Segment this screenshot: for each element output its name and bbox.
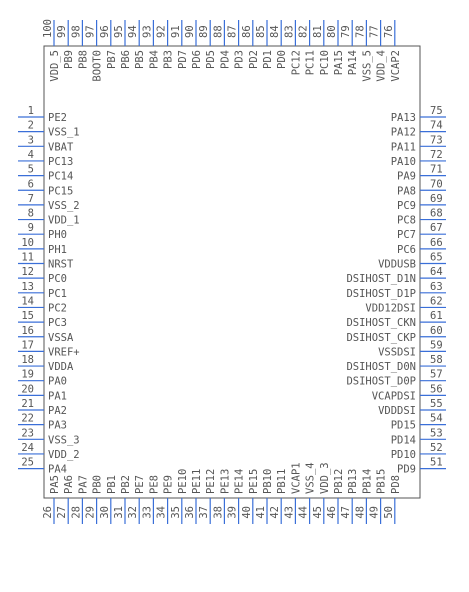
pin-number: 69 xyxy=(430,192,443,205)
pin-number: 66 xyxy=(430,236,443,249)
pin-name: PA15 xyxy=(333,50,345,76)
pin-number: 8 xyxy=(27,207,34,220)
pin-name: PB3 xyxy=(162,50,175,69)
pin-name: PE13 xyxy=(219,468,232,494)
pin-name: PD15 xyxy=(390,419,416,432)
pin-number: 93 xyxy=(141,25,154,38)
pin-name: PD7 xyxy=(176,50,189,69)
pin-name: PC0 xyxy=(48,273,67,286)
pin-number: 76 xyxy=(382,25,395,38)
pin-number: 61 xyxy=(430,310,443,323)
pin-name: NRST xyxy=(48,258,74,271)
pin-number: 48 xyxy=(354,506,367,519)
pin-number: 80 xyxy=(326,25,338,38)
pin-name: VBAT xyxy=(48,141,74,154)
pin-number: 60 xyxy=(430,324,443,337)
pin-number: 54 xyxy=(430,412,443,425)
pin-name: PB10 xyxy=(262,468,274,494)
pin-number: 85 xyxy=(255,25,267,38)
pin-name: PC11 xyxy=(304,50,317,76)
pin-name: PC6 xyxy=(397,243,416,256)
pin-name: VDDA xyxy=(48,361,74,374)
pin-name: PA6 xyxy=(63,475,76,494)
pin-number: 44 xyxy=(297,506,310,519)
pin-name: PC7 xyxy=(397,229,416,242)
pin-number: 34 xyxy=(155,506,168,519)
pin-name: VDD_5 xyxy=(49,50,61,82)
pin-number: 84 xyxy=(269,25,282,38)
pin-number: 41 xyxy=(255,506,267,519)
pin-number: 15 xyxy=(21,310,34,323)
pin-number: 27 xyxy=(56,506,69,519)
pin-name: VCAP2 xyxy=(389,50,402,82)
pin-number: 4 xyxy=(27,148,34,161)
pin-number: 92 xyxy=(155,25,168,38)
pin-name: PC10 xyxy=(318,50,331,76)
pin-name: DSIHOST_D0P xyxy=(346,375,416,388)
pin-number: 11 xyxy=(21,251,34,264)
pin-name: PB14 xyxy=(361,468,374,494)
pin-number: 18 xyxy=(21,354,34,367)
pin-name: VDD_3 xyxy=(318,462,331,494)
pin-number: 19 xyxy=(21,368,34,381)
pin-number: 77 xyxy=(368,25,381,38)
pin-number: 82 xyxy=(297,25,310,38)
pin-name: PD4 xyxy=(219,50,232,69)
pin-number: 59 xyxy=(430,339,443,352)
pin-number: 22 xyxy=(21,412,34,425)
pin-number: 21 xyxy=(21,398,34,410)
pin-name: VSS_4 xyxy=(304,462,317,494)
pin-name: PE10 xyxy=(176,468,189,494)
pin-number: 55 xyxy=(430,398,443,410)
pin-name: VSS_5 xyxy=(361,50,374,82)
pin-name: PB15 xyxy=(375,468,388,494)
pin-name: PC3 xyxy=(48,317,67,330)
pin-number: 37 xyxy=(198,506,211,519)
pin-name: PA4 xyxy=(48,463,67,476)
pin-number: 23 xyxy=(21,427,34,440)
pin-number: 12 xyxy=(21,266,34,279)
pin-name: VDDDSI xyxy=(378,405,416,417)
pin-name: PD1 xyxy=(262,50,274,69)
ic-body-outline xyxy=(44,46,420,498)
pin-name: VSSDSI xyxy=(378,346,416,359)
pin-name: PC2 xyxy=(48,302,67,315)
pin-number: 95 xyxy=(113,25,125,38)
pin-name: DSIHOST_CKN xyxy=(346,317,416,330)
pin-name: VDD12DSI xyxy=(365,302,416,315)
pin-name: PD10 xyxy=(390,448,416,461)
pins-layer xyxy=(18,19,446,524)
pin-name: VDD_2 xyxy=(48,448,80,461)
pin-number: 39 xyxy=(226,506,239,519)
pin-number: 29 xyxy=(84,506,97,519)
pin-name: PC14 xyxy=(48,170,74,183)
pin-number: 3 xyxy=(27,134,34,147)
pin-number: 2 xyxy=(27,119,34,132)
pin-name: PA12 xyxy=(390,126,416,139)
pin-name: PB0 xyxy=(91,475,104,494)
pin-name: PA11 xyxy=(390,141,416,154)
pin-number: 47 xyxy=(340,506,353,519)
pin-number: 57 xyxy=(430,368,443,381)
pin-number: 86 xyxy=(240,25,253,38)
pin-name: PC9 xyxy=(397,199,416,212)
pin-name: PB6 xyxy=(120,50,132,69)
pin-name: PB1 xyxy=(105,475,118,494)
pin-name: VSS_2 xyxy=(48,199,80,212)
pin-number: 31 xyxy=(113,506,125,519)
pin-number: 94 xyxy=(127,25,140,38)
pin-number: 26 xyxy=(42,506,54,519)
pin-number: 33 xyxy=(141,506,154,519)
pin-number: 81 xyxy=(311,25,324,38)
pin-number: 49 xyxy=(368,506,381,519)
pin-number: 5 xyxy=(27,163,34,176)
pin-number: 51 xyxy=(430,456,443,469)
pin-name: PA0 xyxy=(48,375,67,388)
pin-number: 67 xyxy=(430,222,443,235)
pin-number: 65 xyxy=(430,251,443,264)
pin-name: PB8 xyxy=(77,50,90,69)
pin-number: 9 xyxy=(27,222,34,235)
pin-name: PE11 xyxy=(191,468,203,494)
pin-number: 58 xyxy=(430,354,443,367)
pin-number: 91 xyxy=(169,25,182,38)
pin-name: PA10 xyxy=(390,155,416,168)
pin-number: 100 xyxy=(42,19,54,38)
pin-name: VCAPDSI xyxy=(371,390,416,403)
pin-name: PB9 xyxy=(63,50,76,69)
pin-name: VSS_3 xyxy=(48,434,80,447)
pin-name: PA1 xyxy=(48,390,67,403)
pin-name: PB4 xyxy=(148,50,161,69)
pin-number: 73 xyxy=(430,134,443,147)
pin-name: PD8 xyxy=(389,475,402,494)
pin-name: DSIHOST_CKP xyxy=(346,331,416,344)
pin-number: 14 xyxy=(21,295,34,308)
pin-name: PA13 xyxy=(390,112,416,124)
pin-number: 64 xyxy=(430,266,443,279)
pin-number: 99 xyxy=(56,25,69,38)
pin-number: 53 xyxy=(430,427,443,440)
pin-number: 32 xyxy=(127,506,140,519)
pin-name: PE2 xyxy=(48,112,67,124)
pin-number: 10 xyxy=(21,236,34,249)
pin-name: VDDUSB xyxy=(378,258,416,271)
pin-number: 90 xyxy=(184,25,196,38)
pin-name: PH0 xyxy=(48,229,67,242)
pin-name: PA5 xyxy=(49,475,61,494)
pin-name: PE8 xyxy=(148,475,161,494)
pin-number: 98 xyxy=(70,25,83,38)
pin-name: PE9 xyxy=(162,475,175,494)
pin-number: 74 xyxy=(430,119,443,132)
pin-name: BOOT0 xyxy=(91,50,104,82)
pin-name: PB5 xyxy=(134,50,147,69)
pin-name: DSIHOST_D1P xyxy=(346,287,416,300)
pin-name: PA3 xyxy=(48,419,67,432)
pin-name: PE12 xyxy=(205,468,218,494)
pin-name: PD9 xyxy=(397,463,416,476)
pin-number: 87 xyxy=(226,25,239,38)
pin-name: PE14 xyxy=(233,468,246,494)
pin-number: 62 xyxy=(430,295,443,308)
pin-name: PE7 xyxy=(134,475,147,494)
pin-number: 13 xyxy=(21,280,34,293)
pin-name: PB13 xyxy=(347,468,360,494)
pin-number: 45 xyxy=(311,506,324,519)
pin-number: 68 xyxy=(430,207,443,220)
pin-name: PA14 xyxy=(347,50,360,76)
pin-number: 78 xyxy=(354,25,367,38)
pin-number: 83 xyxy=(283,25,296,38)
pin-number: 56 xyxy=(430,383,443,396)
pin-number: 43 xyxy=(283,506,296,519)
pin-number: 24 xyxy=(21,441,34,454)
pin-number: 36 xyxy=(184,506,196,519)
pin-name: DSIHOST_D0N xyxy=(346,361,416,374)
pin-name: PC12 xyxy=(290,50,303,76)
pin-name: PB2 xyxy=(120,475,132,494)
pin-number: 1 xyxy=(27,105,34,117)
pin-name: PD3 xyxy=(233,50,246,69)
pin-name: PB7 xyxy=(105,50,118,69)
pin-name: PC13 xyxy=(48,155,74,168)
pin-name: VSS_1 xyxy=(48,126,80,139)
pin-name: PB12 xyxy=(333,468,345,494)
pin-name: VDD_1 xyxy=(48,214,80,227)
pin-number: 89 xyxy=(198,25,211,38)
pin-number: 17 xyxy=(21,339,34,352)
pin-number: 88 xyxy=(212,25,225,38)
pin-number: 63 xyxy=(430,280,443,293)
pin-name: PA8 xyxy=(397,185,416,198)
pin-number: 20 xyxy=(21,383,34,396)
pin-name: PD6 xyxy=(191,50,203,69)
pin-number: 72 xyxy=(430,148,443,161)
pin-name: PH1 xyxy=(48,243,67,256)
pin-number: 42 xyxy=(269,506,282,519)
pin-number: 97 xyxy=(84,25,97,38)
pin-name: PD14 xyxy=(390,434,416,447)
pin-number: 6 xyxy=(27,178,34,191)
pin-number: 35 xyxy=(169,506,182,519)
pin-name: PD0 xyxy=(276,50,289,69)
pin-name: VCAP1 xyxy=(290,462,303,494)
pin-number: 40 xyxy=(240,506,253,519)
pin-name: PE15 xyxy=(247,468,260,494)
pin-name: PA9 xyxy=(397,170,416,183)
pin-name: VREF+ xyxy=(48,346,80,359)
pin-number: 96 xyxy=(98,25,111,38)
pin-name: VDD_4 xyxy=(375,50,388,82)
pin-number: 30 xyxy=(98,506,111,519)
pin-name: VSSA xyxy=(48,331,74,344)
pin-name: PD2 xyxy=(247,50,260,69)
pin-name: PA2 xyxy=(48,405,67,417)
pin-name: PB11 xyxy=(276,468,289,494)
pin-number: 25 xyxy=(21,456,34,469)
pin-name: PA7 xyxy=(77,475,90,494)
pin-number: 50 xyxy=(382,506,395,519)
pin-name: PC15 xyxy=(48,185,74,198)
pin-name: PC8 xyxy=(397,214,416,227)
pin-number: 70 xyxy=(430,178,443,191)
pin-number: 16 xyxy=(21,324,34,337)
pin-name: PC1 xyxy=(48,287,67,300)
pin-number: 71 xyxy=(430,163,443,176)
pin-number: 7 xyxy=(27,192,34,205)
pin-name: PD5 xyxy=(205,50,218,69)
pin-number: 79 xyxy=(340,25,353,38)
pin-number: 38 xyxy=(212,506,225,519)
pin-number: 75 xyxy=(430,105,443,117)
pin-name: DSIHOST_D1N xyxy=(346,273,416,286)
pin-number: 28 xyxy=(70,506,83,519)
pin-number: 46 xyxy=(326,506,338,519)
pin-number: 52 xyxy=(430,441,443,454)
